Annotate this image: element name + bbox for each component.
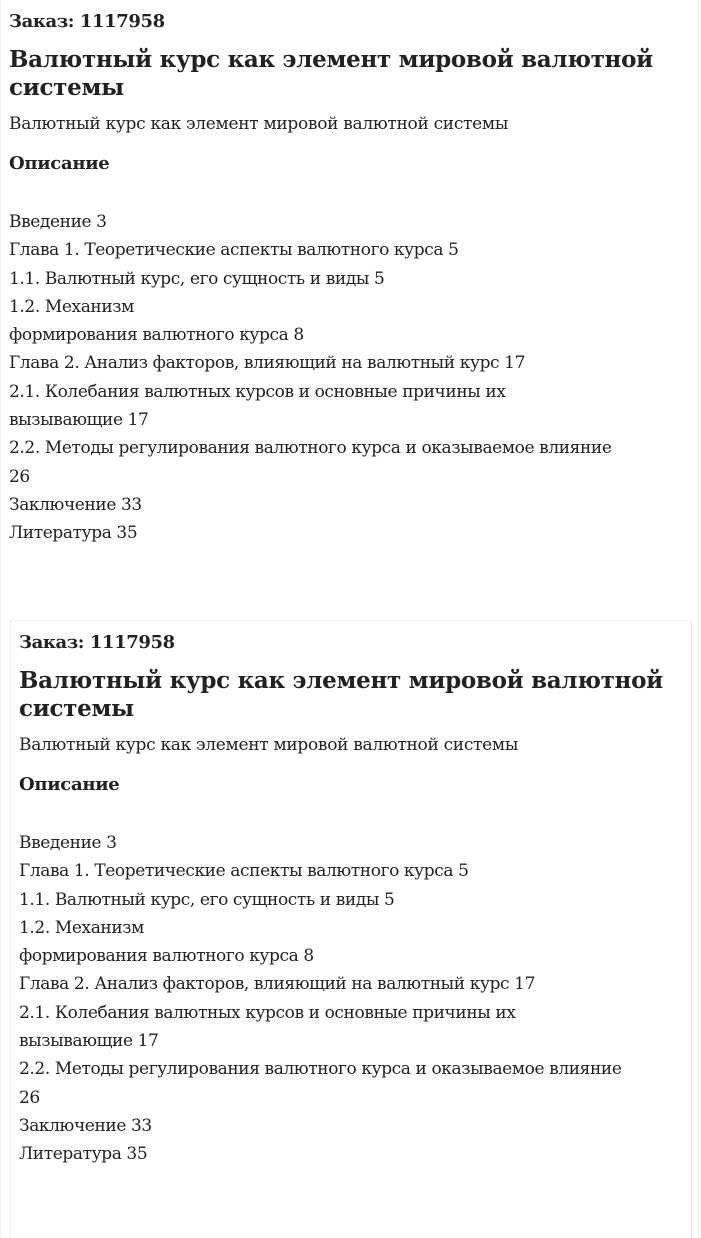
toc-line: Глава 1. Теоретические аспекты валютного курса 5 (19, 861, 469, 882)
table-of-contents (9, 208, 691, 548)
toc-line: 2.1. Колебания валютных курсов и основные причины их (9, 381, 506, 402)
order-card-2 (10, 620, 692, 1238)
order-card-1 (0, 0, 699, 590)
toc-line: вызывающие 17 (9, 410, 149, 431)
toc-line: 2.2. Методы регулирования валютного курса и оказываемое влияние (19, 1059, 622, 1080)
product-subtitle: Валютный курс как элемент мировой валютной системы (19, 735, 519, 755)
product-subtitle: Валютный курс как элемент мировой валютной системы (9, 114, 509, 134)
toc-line: Литература 35 (9, 523, 138, 544)
order-number: Заказ: 1117958 (9, 11, 165, 32)
toc-line: 2.2. Методы регулирования валютного курса и оказываемое влияние (9, 438, 612, 459)
table-of-contents (19, 829, 683, 1169)
toc-line: 1.2. Механизм (9, 296, 134, 317)
toc-line: 26 (9, 466, 30, 487)
toc-line: Введение 3 (9, 212, 107, 232)
toc-line: 1.1. Валютный курс, его сущность и виды 5 (19, 889, 395, 910)
order-number: Заказ: 1117958 (19, 632, 175, 653)
product-title: Валютный курс как элемент мировой валютной системы (9, 46, 653, 101)
description-heading: Описание (19, 774, 120, 795)
toc-line: 2.1. Колебания валютных курсов и основные причины их (19, 1002, 516, 1023)
toc-line: Введение 3 (19, 833, 117, 853)
toc-line: Литература 35 (19, 1144, 148, 1165)
toc-line: вызывающие 17 (19, 1031, 159, 1052)
toc-line: формирования валютного курса 8 (9, 325, 304, 346)
toc-line: формирования валютного курса 8 (19, 946, 314, 967)
toc-line: Заключение 33 (9, 494, 142, 515)
toc-line: 1.2. Механизм (19, 917, 144, 938)
toc-line: Заключение 33 (19, 1115, 152, 1136)
toc-line: Глава 1. Теоретические аспекты валютного курса 5 (9, 240, 459, 261)
toc-line: Глава 2. Анализ факторов, влияющий на валютный курс 17 (19, 974, 536, 995)
description-heading: Описание (9, 153, 110, 174)
toc-line: Глава 2. Анализ факторов, влияющий на валютный курс 17 (9, 353, 526, 374)
product-title: Валютный курс как элемент мировой валютной системы (19, 667, 663, 722)
toc-line: 1.1. Валютный курс, его сущность и виды 5 (9, 268, 385, 289)
toc-line: 26 (19, 1087, 40, 1108)
